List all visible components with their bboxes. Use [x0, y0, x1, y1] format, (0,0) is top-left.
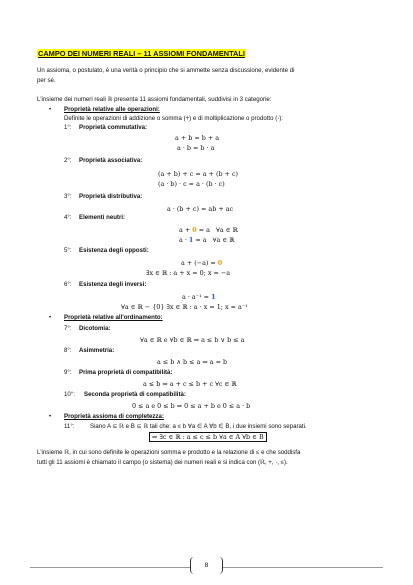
formula: 0 ≤ a e 0 ≤ b ⇒ 0 ≤ a + b e 0 ≤ a · b	[132, 402, 251, 410]
section-description: Definite le operazioni di addizione o somma (+) e di moltiplicazione o prodotto (·):	[64, 115, 283, 122]
axiom-name: Proprietà distributiva:	[79, 193, 143, 200]
axiom-name: Esistenza degli opposti:	[79, 247, 149, 254]
axiom-name: Proprietà commutativa:	[79, 124, 148, 131]
bullet-dot: •	[49, 413, 52, 420]
formula-neutral-product: a · 1 = a ∀a ∈ ℝ	[179, 236, 235, 244]
axiom-number: 11°:	[64, 423, 75, 430]
formula: (a · b) · c = a · (b · c)	[158, 180, 225, 188]
axiom-number: 2°:	[64, 157, 72, 164]
formula: ∃x ∈ ℝ : a + x = 0; x = −a	[146, 269, 231, 277]
formula-opposite: a + (−a) = 0	[181, 259, 223, 267]
formula: a + b = b + a	[175, 134, 220, 142]
formula: ∀a ∈ ℝ − {0} ∃x ∈ ℝ : a · x = 1; x = a⁻¹	[121, 303, 248, 311]
axiom-number: 6°:	[64, 281, 72, 288]
axiom-name: Seconda proprietà di compatibilità:	[84, 391, 186, 398]
page-number: 8	[190, 557, 223, 574]
axiom-number: 4°:	[64, 214, 72, 221]
footer-rule-left	[30, 567, 190, 568]
section-heading-operations: Proprietà relative alle operazioni:	[64, 106, 160, 113]
lead-paragraph: L'insieme dei numeri reali ℝ presenta 11 assiomi fondamentali, suddivisi in 3 categorie:	[37, 96, 272, 103]
axiom-number: 5°:	[64, 247, 72, 254]
section-heading-ordering: Proprietà relative all'ordinamento:	[64, 314, 163, 321]
axiom-name: Dicotomia:	[79, 325, 111, 332]
formula: (a + b) + c = a + (b + c)	[158, 170, 239, 178]
axiom-number: 8°:	[64, 347, 72, 354]
section-heading-completeness: Proprietà assioma di completezza:	[64, 413, 164, 420]
completeness-statement: Siano A ⊆ ℝ e B ⊆ ℝ tali che: a ≤ b ∀a ∈ A ∀b ∈ B, i due insiemi sono separati.	[90, 423, 307, 430]
axiom-number: 9°:	[64, 369, 72, 376]
bullet-dot: •	[49, 106, 52, 113]
intro-line-2: per sé.	[37, 77, 56, 84]
closing-line-2: tutti gli 11 assiomi è chiamato il campo (o sistema) dei numeri reali e si indica con (ℝ, +, ·, ≤).	[37, 459, 288, 466]
axiom-number: 10°:	[64, 391, 75, 398]
formula: a · (b + c) = ab + ac	[167, 205, 234, 213]
page-title: CAMPO DEI NUMERI REALI – 11 ASSIOMI FONDAMENTALI	[38, 49, 245, 58]
formula: a ≤ b ⇒ a + c ≤ b + c ∀c ∈ ℝ	[143, 380, 237, 388]
axiom-name: Asimmetria:	[79, 347, 115, 354]
intro-line-1: Un assioma, o postulato, è una verità o principio che si ammette senza discussione, evidente di	[37, 67, 295, 74]
axiom-number: 1°:	[64, 124, 72, 131]
axiom-name: Proprietà associativa:	[79, 157, 143, 164]
axiom-name: Prima proprietà di compatibilità:	[79, 369, 173, 376]
formula-neutral-sum: a + 0 = a ∀a ∈ ℝ	[179, 226, 238, 234]
axiom-name: Elementi neutri:	[79, 214, 126, 221]
formula: ∀a ∈ ℝ e ∀b ∈ ℝ ⇒ a ≤ b ∨ b ≤ a	[140, 336, 245, 344]
axiom-number: 3°:	[64, 193, 72, 200]
bullet-dot: •	[49, 314, 52, 321]
formula: a ≤ b ∧ b ≤ a ⇒ a = b	[157, 358, 228, 366]
axiom-number: 7°:	[64, 325, 72, 332]
axiom-name: Esistenza degli inversi:	[79, 281, 147, 288]
completeness-formula: ⇒ ∃c ∈ ℝ : a ≤ c ≤ b ∀a ∈ A ∀b ∈ B	[149, 432, 267, 442]
formula-inverse: a · a⁻¹ = 1	[182, 293, 216, 301]
formula: a · b = b · a	[177, 144, 215, 152]
footer-rule-right	[221, 567, 383, 568]
closing-line-1: L'insieme ℝ, in cui sono definite le operazioni somma e prodotto e la relazione di ≤ e che soddisfa	[37, 449, 301, 456]
